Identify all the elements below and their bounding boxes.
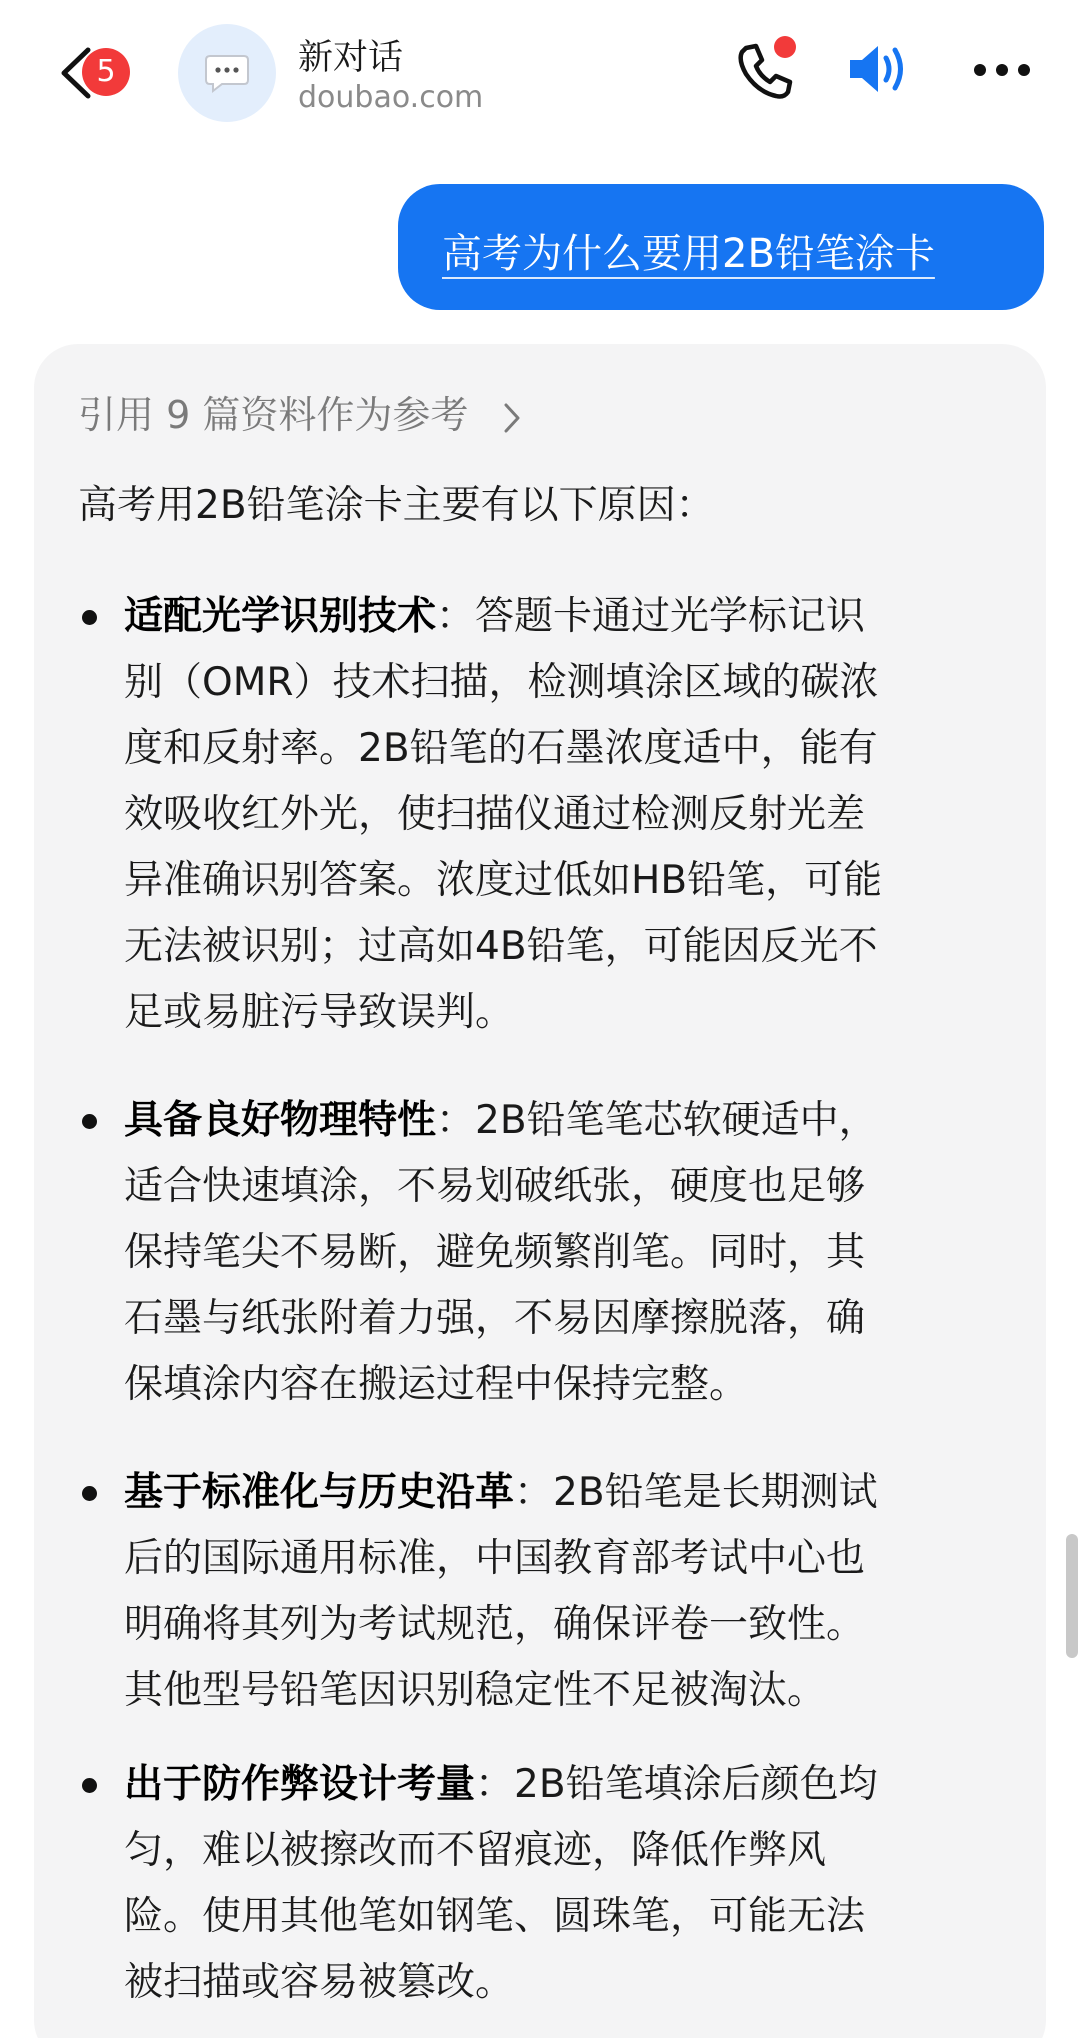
bullet-dot	[82, 1486, 97, 1501]
references-label: 引用 9 篇资料作为参考	[78, 393, 469, 437]
bullet-dot	[82, 1778, 97, 1793]
speaker-icon	[844, 34, 914, 104]
user-message-text: 高考为什么要用2B铅笔涂卡	[442, 231, 935, 277]
call-notification-dot	[774, 36, 796, 58]
bullet-heading: 出于防作弊设计考量	[124, 1762, 476, 1807]
bullet-heading: 适配光学识别技术	[124, 594, 437, 639]
bullet-dot	[82, 610, 97, 625]
page-subtitle: doubao.com	[298, 80, 484, 115]
references-link[interactable]	[78, 384, 522, 437]
answer-intro: 高考用2B铅笔涂卡主要有以下原因：	[78, 483, 715, 528]
chevron-right-icon	[502, 401, 522, 435]
answer-card	[34, 344, 1046, 2038]
bullet-text: 适配光学识别技术：答题卡通过光学标记识 别（OMR）技术扫描，检测填涂区域的碳浓 度和反射率。2B铅笔的石墨浓度适中，能有 效吸收红外光，使扫描仪通过检测反射光差 异准确识别答案。浓度过低如HB铅笔，可能 无法被识别；过高如4B铅笔，可能因反光不 足或易脏污导致误判。	[124, 594, 883, 1035]
avatar	[178, 24, 276, 122]
chat-header	[0, 0, 1080, 150]
back-button[interactable]	[42, 36, 142, 104]
more-icon	[968, 42, 1038, 98]
scrollbar-thumb[interactable]	[1066, 1534, 1078, 1658]
bullet-heading: 基于标准化与历史沿革	[124, 1470, 515, 1515]
bullet-dot	[82, 1114, 97, 1129]
page-title: 新对话	[298, 38, 404, 78]
user-message-bubble[interactable]	[398, 184, 1044, 310]
bullet-text: 出于防作弊设计考量：2B铅笔填涂后颜色均 匀，难以被擦改而不留痕迹，降低作弊风 险。使用其他笔如钢笔、圆珠笔，可能无法 被扫描或容易被篡改。	[124, 1762, 878, 2005]
unread-badge: 5	[82, 48, 130, 96]
bullet-text: 具备良好物理特性：2B铅笔笔芯软硬适中， 适合快速填涂，不易划破纸张，硬度也足够 保持笔尖不易断，避免频繁削笔。同时，其 石墨与纸张附着力强，不易因摩擦脱落，确 保填涂内容在搬运过程中保持完整。	[124, 1098, 878, 1407]
chat-bubble-icon	[204, 52, 250, 94]
speaker-button[interactable]	[844, 34, 914, 104]
bullet-text: 基于标准化与历史沿革：2B铅笔是长期测试 后的国际通用标准，中国教育部考试中心也 明确将其列为考试规范，确保评卷一致性。 其他型号铅笔因识别稳定性不足被淘汰。	[124, 1470, 878, 1713]
more-button[interactable]	[968, 42, 1038, 98]
bullet-heading: 具备良好物理特性	[124, 1098, 437, 1143]
